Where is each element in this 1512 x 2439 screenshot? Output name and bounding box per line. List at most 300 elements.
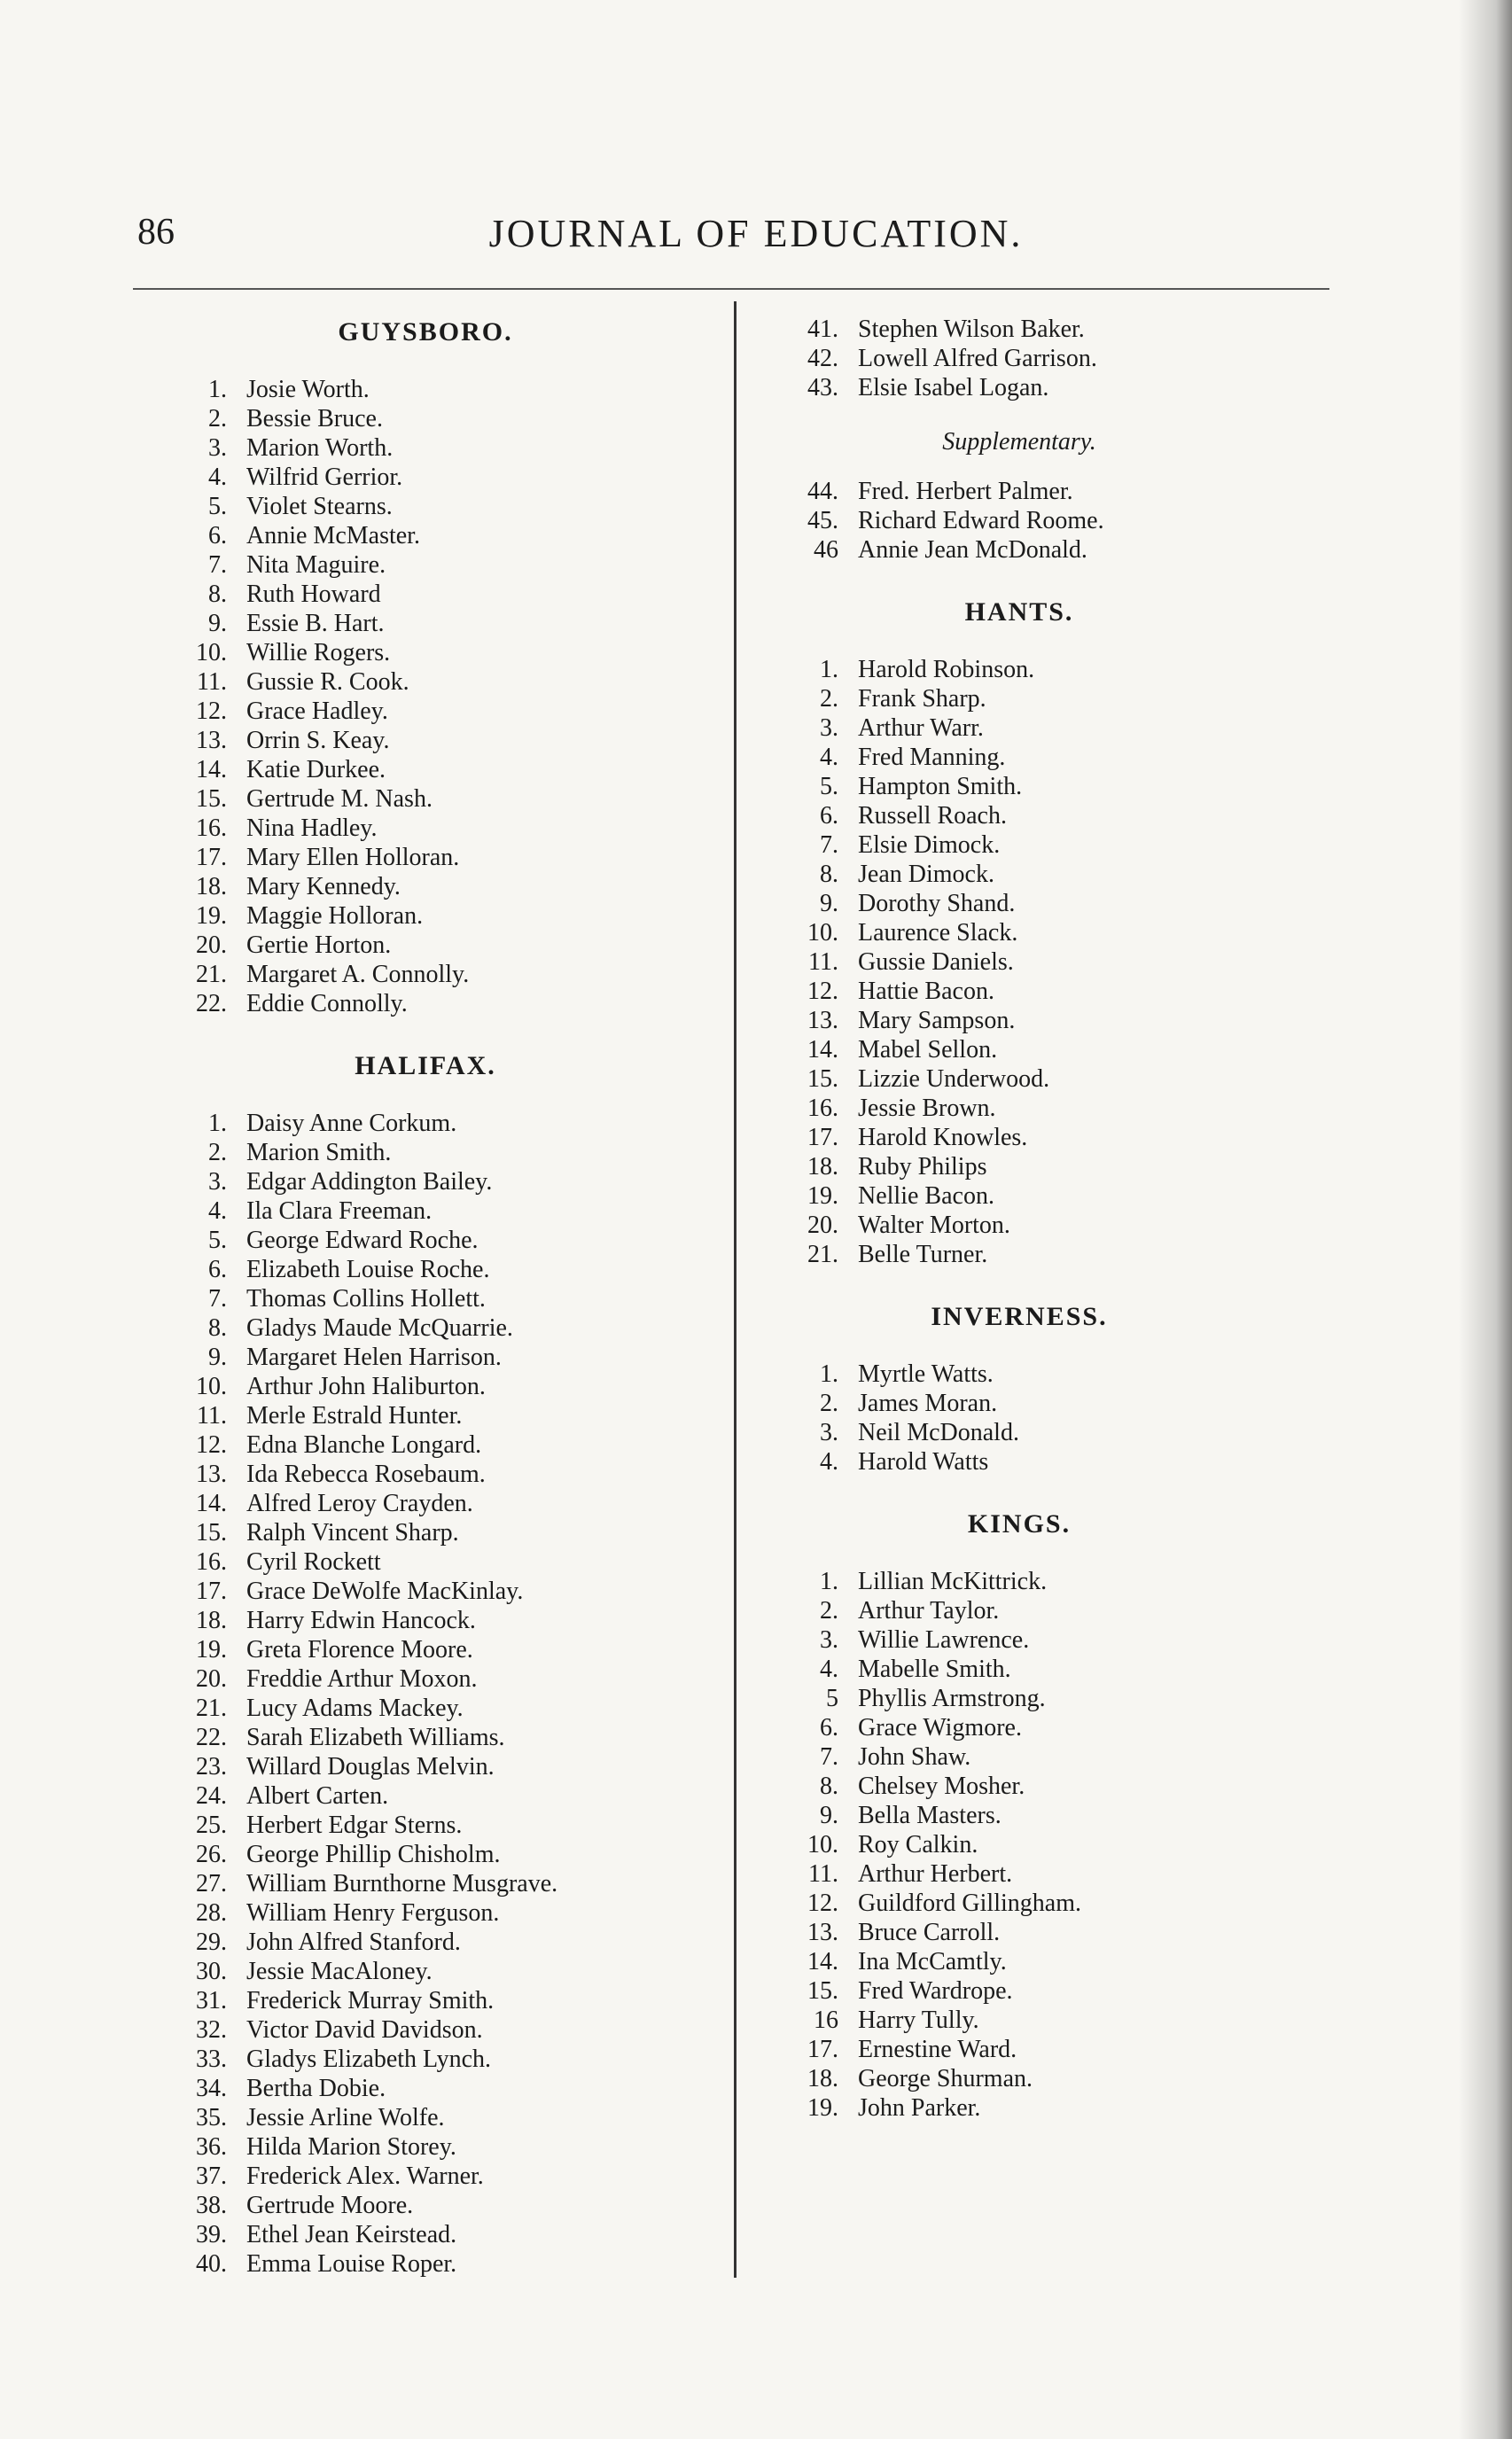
entry-number: 17. (196, 844, 227, 871)
list-item (771, 1094, 1267, 1123)
entry-number: 11. (197, 668, 227, 696)
list-item (160, 1606, 691, 1635)
entry-name: Gussie R. Cook. (246, 668, 409, 696)
entry-number: 9. (208, 610, 227, 637)
entry-number: 17. (807, 1124, 838, 1151)
list-item (160, 1284, 691, 1313)
entry-name: Greta Florence Moore. (246, 1636, 473, 1664)
entry-number: 10. (196, 639, 227, 666)
entry-number: 17. (196, 1578, 227, 1605)
entry-number: 12. (196, 1431, 227, 1459)
entry-number: 26. (196, 1841, 227, 1868)
list-item (771, 830, 1267, 860)
page-header (0, 206, 1512, 268)
entry-name: Richard Edward Roome. (858, 507, 1104, 534)
list-item (771, 1360, 1267, 1389)
list-item (160, 492, 691, 521)
entry-number: 3. (820, 714, 838, 742)
list-item (160, 1898, 691, 1928)
list-item (160, 1840, 691, 1869)
section-inverness (771, 1299, 1267, 1477)
list-item (771, 315, 1267, 344)
entry-name: Albert Carten. (246, 1782, 389, 1810)
entry-number: 28. (196, 1899, 227, 1927)
entry-number: 8. (208, 1314, 227, 1342)
entry-name: Harold Robinson. (858, 656, 1035, 683)
entry-number: 1. (820, 656, 838, 683)
list-item (160, 433, 691, 463)
list-item (771, 1123, 1267, 1152)
list-item (160, 1664, 691, 1694)
entry-number: 43. (807, 374, 838, 401)
entry-number: 12. (807, 978, 838, 1005)
entry-name: Neil McDonald. (858, 1419, 1019, 1446)
entry-number: 41. (807, 316, 838, 343)
list-item (771, 918, 1267, 947)
section-list (160, 375, 691, 1018)
list-item (160, 1869, 691, 1898)
section-hants (771, 595, 1267, 1269)
entry-number: 7. (820, 831, 838, 859)
list-item (160, 1313, 691, 1343)
entry-name: Gladys Elizabeth Lynch. (246, 2045, 492, 2073)
entry-name: Walter Morton. (858, 1212, 1010, 1239)
entry-number: 4. (820, 1448, 838, 1476)
entry-name: Violet Stearns. (246, 493, 393, 520)
entry-number: 9. (820, 890, 838, 917)
entry-name: Annie Jean McDonald. (858, 536, 1087, 564)
list-item (160, 1226, 691, 1255)
entry-number: 17. (807, 2036, 838, 2063)
entry-number: 32. (196, 2016, 227, 2044)
list-item (771, 373, 1267, 402)
entry-name: Roy Calkin. (858, 1831, 978, 1858)
entry-name: Arthur Taylor. (858, 1597, 1000, 1625)
list-item (771, 1596, 1267, 1625)
list-item (771, 1830, 1267, 1859)
entry-number: 6. (208, 1256, 227, 1283)
list-item (160, 2220, 691, 2249)
entry-number: 8. (820, 1773, 838, 1800)
list-item (160, 901, 691, 931)
entry-number: 15. (196, 785, 227, 813)
list-item (160, 609, 691, 638)
list-item (771, 977, 1267, 1006)
entry-name: John Alfred Stanford. (246, 1929, 461, 1956)
entry-name: Frederick Murray Smith. (246, 1987, 495, 2014)
entry-number: 14. (196, 1490, 227, 1517)
continuation-list (771, 315, 1267, 402)
list-item (160, 550, 691, 580)
entry-number: 6. (208, 522, 227, 549)
entry-name: Hampton Smith. (858, 773, 1023, 800)
entry-number: 21. (196, 961, 227, 988)
entry-number: 3. (820, 1419, 838, 1446)
list-item (160, 1811, 691, 1840)
entry-name: Sarah Elizabeth Williams. (246, 1724, 505, 1751)
list-item (160, 1694, 691, 1723)
entry-number: 1. (820, 1360, 838, 1388)
entry-name: Mary Sampson. (858, 1007, 1016, 1034)
list-item (771, 713, 1267, 743)
entry-number: 7. (208, 551, 227, 579)
list-item (771, 506, 1267, 535)
entry-number: 18. (196, 1607, 227, 1634)
entry-number: 14. (196, 756, 227, 783)
section-kings (771, 1507, 1267, 2123)
list-item (771, 1389, 1267, 1418)
list-item (160, 1167, 691, 1196)
entry-number: 10. (807, 919, 838, 947)
entry-name: Margaret Helen Harrison. (246, 1344, 502, 1371)
list-item (771, 889, 1267, 918)
entry-number: 20. (196, 1665, 227, 1693)
entry-name: Edgar Addington Bailey. (246, 1168, 493, 1196)
entry-name: Gussie Daniels. (858, 948, 1014, 976)
list-item (771, 2064, 1267, 2093)
list-item (771, 1655, 1267, 1684)
section-title: INVERNESS. (931, 1302, 1108, 1331)
entry-number: 39. (196, 2221, 227, 2248)
entry-number: 35. (196, 2104, 227, 2131)
list-item (771, 684, 1267, 713)
entry-number: 20. (807, 1212, 838, 1239)
header-rule (133, 288, 1329, 290)
entry-number: 18. (807, 2065, 838, 2092)
entry-name: Elizabeth Louise Roche. (246, 1256, 490, 1283)
list-item (771, 1181, 1267, 1211)
list-item (771, 1947, 1267, 1976)
entry-number: 15. (807, 1065, 838, 1093)
entry-number: 38. (196, 2192, 227, 2219)
list-item (160, 2132, 691, 2162)
entry-number: 4. (208, 1197, 227, 1225)
entry-name: Bruce Carroll. (858, 1919, 1001, 1946)
entry-number: 9. (208, 1344, 227, 1371)
entry-name: Phyllis Armstrong. (858, 1685, 1046, 1712)
entry-name: Mabelle Smith. (858, 1656, 1011, 1683)
entry-name: Bertha Dobie. (246, 2075, 386, 2102)
list-item (771, 772, 1267, 801)
list-item (160, 2162, 691, 2191)
list-item (771, 655, 1267, 684)
entry-name: Daisy Anne Corkum. (246, 1110, 457, 1137)
entry-name: George Phillip Chisholm. (246, 1841, 501, 1868)
entry-number: 31. (196, 1987, 227, 2014)
list-item (160, 1547, 691, 1577)
list-item (771, 1742, 1267, 1772)
entry-name: Frank Sharp. (858, 685, 986, 713)
list-item (771, 344, 1267, 373)
list-item (771, 1064, 1267, 1094)
entry-number: 7. (820, 1743, 838, 1771)
entry-name: Ruth Howard (246, 581, 381, 608)
list-item (160, 1577, 691, 1606)
list-item (771, 1152, 1267, 1181)
entry-number: 8. (820, 861, 838, 888)
entry-number: 1. (820, 1568, 838, 1595)
page-edge-shadow (1459, 0, 1512, 2439)
entry-name: Gladys Maude McQuarrie. (246, 1314, 513, 1342)
entry-number: 3. (208, 434, 227, 462)
entry-name: Hattie Bacon. (858, 978, 994, 1005)
list-item (160, 2015, 691, 2045)
entry-name: Cyril Rockett (246, 1548, 381, 1576)
entry-number: 19. (807, 1182, 838, 1210)
entry-name: Arthur Herbert. (858, 1860, 1013, 1888)
entry-name: Gertrude Moore. (246, 2192, 414, 2219)
entry-number: 23. (196, 1753, 227, 1781)
supplementary-list (771, 477, 1267, 565)
entry-name: Alfred Leroy Crayden. (246, 1490, 473, 1517)
entry-name: Elsie Isabel Logan. (858, 374, 1049, 401)
section-halifax (160, 1048, 691, 2279)
entry-number: 36. (196, 2133, 227, 2161)
list-item (771, 1447, 1267, 1477)
entry-name: Harry Edwin Hancock. (246, 1607, 476, 1634)
list-item (160, 2045, 691, 2074)
entry-name: Willie Lawrence. (858, 1626, 1030, 1654)
entry-name: Orrin S. Keay. (246, 727, 390, 754)
entry-number: 9. (820, 1802, 838, 1829)
entry-number: 4. (820, 744, 838, 771)
list-item (160, 1138, 691, 1167)
list-item (160, 843, 691, 872)
section-list (771, 655, 1267, 1269)
list-item (160, 1343, 691, 1372)
list-item (160, 404, 691, 433)
list-item (771, 1006, 1267, 1035)
entry-number: 21. (196, 1695, 227, 1722)
entry-name: Arthur John Haliburton. (246, 1373, 486, 1400)
entry-name: Harold Watts (858, 1448, 989, 1476)
list-item (771, 2035, 1267, 2064)
list-item (160, 1518, 691, 1547)
entry-number: 19. (196, 902, 227, 930)
list-item (771, 2006, 1267, 2035)
entry-name: Ida Rebecca Rosebaum. (246, 1461, 486, 1488)
entry-number: 19. (196, 1636, 227, 1664)
section-list (160, 1109, 691, 2279)
entry-number: 29. (196, 1929, 227, 1956)
entry-number: 16. (807, 1095, 838, 1122)
right-column (771, 315, 1267, 2153)
entry-name: George Shurman. (858, 2065, 1033, 2092)
entry-name: Mary Kennedy. (246, 873, 401, 900)
entry-number: 18. (807, 1153, 838, 1181)
section-title: HANTS. (964, 597, 1074, 627)
list-item (771, 2093, 1267, 2123)
list-item (771, 477, 1267, 506)
list-item (160, 375, 691, 404)
entry-number: 10. (196, 1373, 227, 1400)
list-item (160, 1986, 691, 2015)
list-item (771, 1418, 1267, 1447)
list-item (771, 1713, 1267, 1742)
list-item (160, 463, 691, 492)
entry-name: Harry Tully. (858, 2007, 979, 2034)
list-item (160, 638, 691, 667)
list-item (160, 1752, 691, 1781)
entry-number: 6. (820, 1714, 838, 1742)
entry-name: Nellie Bacon. (858, 1182, 994, 1210)
entry-name: Lowell Alfred Garrison. (858, 345, 1097, 372)
entry-number: 40. (196, 2250, 227, 2278)
entry-name: Myrtle Watts. (858, 1360, 994, 1388)
entry-name: Margaret A. Connolly. (246, 961, 470, 988)
entry-name: William Henry Ferguson. (246, 1899, 500, 1927)
list-item (771, 1772, 1267, 1801)
entry-name: Josie Worth. (246, 376, 370, 403)
entry-number: 13. (196, 727, 227, 754)
list-item (771, 535, 1267, 565)
right-sections (771, 595, 1267, 2123)
entry-name: Emma Louise Roper. (246, 2250, 457, 2278)
entry-name: Herbert Edgar Sterns. (246, 1812, 463, 1839)
entry-name: Ethel Jean Keirstead. (246, 2221, 457, 2248)
entry-name: Jessie Arline Wolfe. (246, 2104, 445, 2131)
entry-number: 42. (807, 345, 838, 372)
list-item (160, 872, 691, 901)
entry-number: 22. (196, 1724, 227, 1751)
list-item (160, 1781, 691, 1811)
entry-number: 16. (196, 1548, 227, 1576)
entry-name: Essie B. Hart. (246, 610, 385, 637)
entry-name: Grace Hadley. (246, 697, 388, 725)
entry-number: 7. (208, 1285, 227, 1313)
list-item (160, 2191, 691, 2220)
list-item (771, 947, 1267, 977)
entry-name: John Shaw. (858, 1743, 971, 1771)
entry-name: Fred. Herbert Palmer. (858, 478, 1073, 505)
entry-number: 15. (196, 1519, 227, 1547)
list-item (160, 931, 691, 960)
entry-number: 21. (807, 1241, 838, 1268)
entry-name: Merle Estrald Hunter. (246, 1402, 463, 1430)
list-item (771, 1859, 1267, 1889)
entry-name: Wilfrid Gerrior. (246, 464, 403, 491)
entry-name: George Edward Roche. (246, 1227, 479, 1254)
entry-name: Marion Worth. (246, 434, 394, 462)
entry-number: 5. (820, 773, 838, 800)
entry-name: Frederick Alex. Warner. (246, 2162, 484, 2190)
entry-name: Jessie MacAloney. (246, 1958, 433, 1985)
list-item (160, 755, 691, 784)
entry-number: 15. (807, 1977, 838, 2005)
list-item (771, 860, 1267, 889)
entry-number: 13. (196, 1461, 227, 1488)
left-column (160, 315, 691, 2309)
entry-number: 16. (196, 814, 227, 842)
entry-number: 33. (196, 2045, 227, 2073)
list-item (160, 1255, 691, 1284)
entry-name: Bessie Bruce. (246, 405, 383, 432)
entry-name: Victor David Davidson. (246, 2016, 483, 2044)
list-item (160, 667, 691, 697)
entry-name: Nina Hadley. (246, 814, 378, 842)
entry-number: 16 (814, 2007, 838, 2034)
entry-number: 3. (820, 1626, 838, 1654)
section-list (771, 1567, 1267, 2123)
entry-name: Stephen Wilson Baker. (858, 316, 1085, 343)
entry-number: 14. (807, 1948, 838, 1975)
entry-number: 13. (807, 1007, 838, 1034)
entry-number: 34. (196, 2075, 227, 2102)
list-item (771, 1801, 1267, 1830)
entry-number: 27. (196, 1870, 227, 1897)
entry-name: Harold Knowles. (858, 1124, 1028, 1151)
entry-number: 46 (814, 536, 838, 564)
entry-number: 10. (807, 1831, 838, 1858)
entry-name: Annie McMaster. (246, 522, 420, 549)
list-item (160, 1723, 691, 1752)
entry-name: Hilda Marion Storey. (246, 2133, 456, 2161)
section-guysboro (160, 315, 691, 1018)
entry-number: 12. (807, 1890, 838, 1917)
section-title: GUYSBORO. (338, 317, 513, 347)
list-item (771, 1918, 1267, 1947)
entry-number: 22. (196, 990, 227, 1017)
entry-name: Jean Dimock. (858, 861, 994, 888)
entry-number: 44. (807, 478, 838, 505)
list-item (160, 1928, 691, 1957)
entry-number: 1. (208, 376, 227, 403)
entry-name: Dorothy Shand. (858, 890, 1016, 917)
entry-number: 4. (820, 1656, 838, 1683)
entry-name: Chelsey Mosher. (858, 1773, 1025, 1800)
list-item (160, 2074, 691, 2103)
list-item (160, 1460, 691, 1489)
entry-number: 25. (196, 1812, 227, 1839)
entry-name: Ruby Philips (858, 1153, 987, 1181)
page-number: 86 (137, 212, 175, 253)
list-item (160, 726, 691, 755)
entry-name: Maggie Holloran. (246, 902, 424, 930)
list-item (160, 1489, 691, 1518)
list-item (160, 2103, 691, 2132)
list-item (771, 1976, 1267, 2006)
entry-number: 4. (208, 464, 227, 491)
entry-name: Mabel Sellon. (858, 1036, 998, 1064)
entry-name: Ila Clara Freeman. (246, 1197, 433, 1225)
entry-number: 24. (196, 1782, 227, 1810)
entry-number: 12. (196, 697, 227, 725)
entry-name: Grace DeWolfe MacKinlay. (246, 1578, 524, 1605)
entry-number: 5. (208, 1227, 227, 1254)
entry-name: Fred Manning. (858, 744, 1006, 771)
entry-number: 5. (208, 493, 227, 520)
list-item (160, 1372, 691, 1401)
list-item (771, 1625, 1267, 1655)
entry-name: James Moran. (858, 1390, 998, 1417)
entry-number: 2. (820, 1390, 838, 1417)
entry-name: Katie Durkee. (246, 756, 386, 783)
entry-name: Ralph Vincent Sharp. (246, 1519, 459, 1547)
list-item (160, 1109, 691, 1138)
entry-name: Lizzie Underwood. (858, 1065, 1050, 1093)
list-item (771, 1889, 1267, 1918)
supplementary-title: Supplementary. (942, 428, 1096, 456)
list-item (160, 1196, 691, 1226)
entry-number: 45. (807, 507, 838, 534)
entry-number: 8. (208, 581, 227, 608)
entry-number: 14. (807, 1036, 838, 1064)
entry-name: Laurence Slack. (858, 919, 1018, 947)
list-item (160, 580, 691, 609)
list-item (771, 1567, 1267, 1596)
entry-name: Eddie Connolly. (246, 990, 408, 1017)
entry-number: 11. (197, 1402, 227, 1430)
